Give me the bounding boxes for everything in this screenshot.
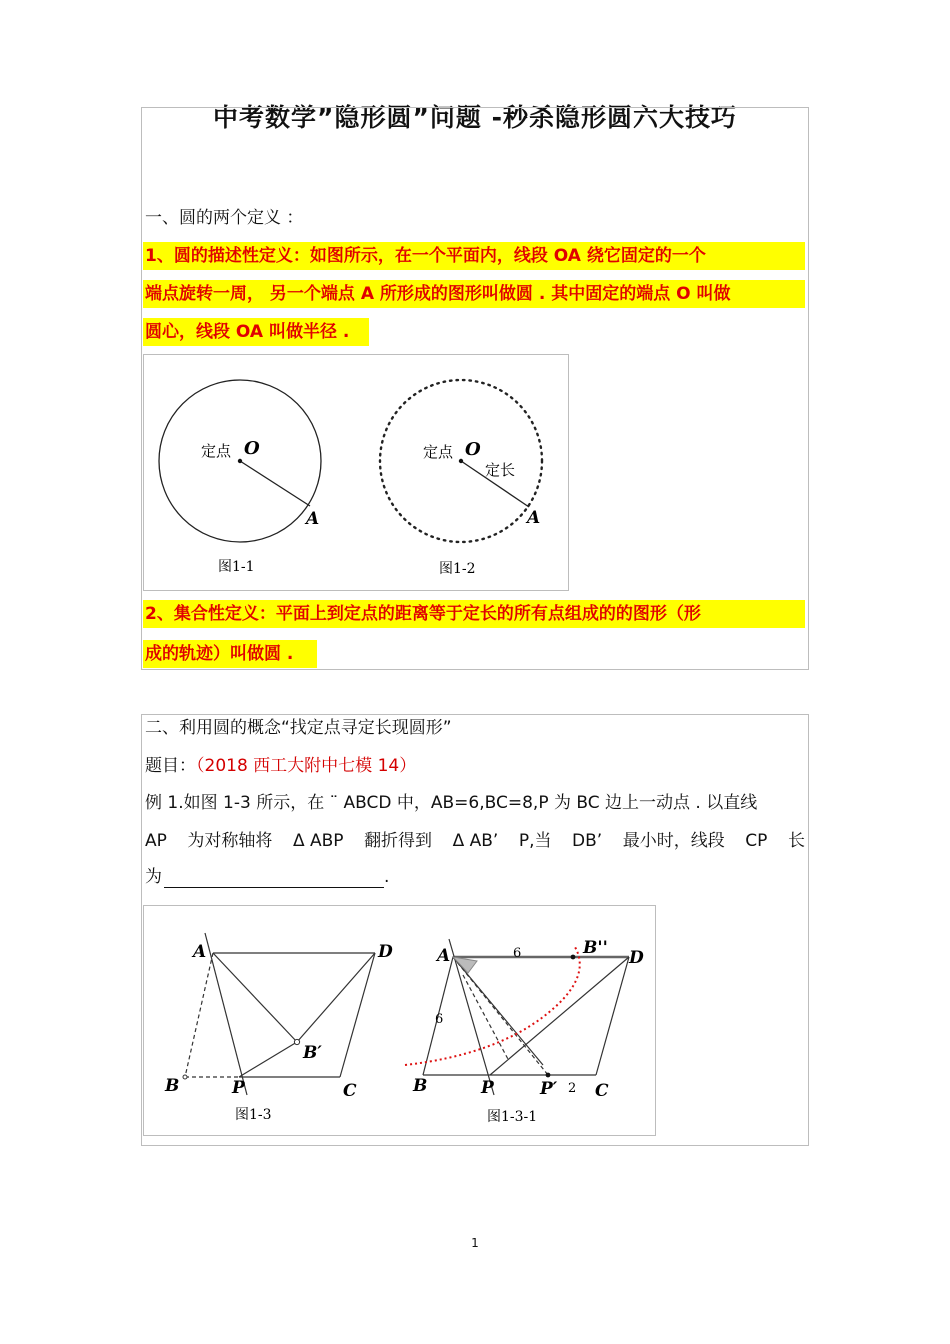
label-D: D bbox=[629, 948, 644, 968]
problem-line1: 例 1.如图 1-3 所示，在 ¨ ABCD 中，AB=6,BC=8,P 为 BC 边上一动点 . 以直线 bbox=[145, 793, 758, 813]
page-number: 1 bbox=[471, 1236, 479, 1250]
answer-blank bbox=[164, 871, 384, 888]
page-title: 中考数学”隐形圆”问题 -秒杀隐形圆六大技巧 bbox=[213, 103, 737, 132]
label-P: P bbox=[481, 1078, 494, 1098]
label-C: C bbox=[343, 1081, 357, 1101]
length-top: 6 bbox=[513, 946, 522, 961]
label-A: A bbox=[306, 509, 320, 529]
section2-heading: 二、利用圆的概念“找定点寻定长现圆形” bbox=[145, 718, 452, 738]
label-D: D bbox=[378, 942, 393, 962]
label-P: P bbox=[232, 1078, 245, 1098]
definition1-line2: 端点旋转一周， 另一个端点 A 所形成的图形叫做圆 . 其中固定的端点 O 叫做 bbox=[145, 284, 731, 304]
label-A: A bbox=[437, 946, 451, 966]
label-B-prime: B′ bbox=[303, 1043, 322, 1063]
caption-fig1-3: 图1-3 bbox=[235, 1107, 272, 1123]
parallelogram-figure bbox=[143, 905, 656, 1136]
length-bottom: 2 bbox=[568, 1081, 577, 1096]
word: 为对称轴将 bbox=[187, 831, 273, 851]
word: DB’ bbox=[572, 831, 603, 851]
label-A: A bbox=[193, 942, 207, 962]
source-line bbox=[145, 755, 416, 777]
source-label: 题目： bbox=[145, 756, 196, 776]
word: P,当 bbox=[518, 831, 552, 851]
label-fixed-point: 定点 bbox=[423, 443, 454, 461]
caption-fig1-3-1: 图1-3-1 bbox=[487, 1109, 538, 1125]
label-P-prime: P′ bbox=[540, 1079, 558, 1099]
word: CP bbox=[745, 831, 768, 851]
label-fixed-length: 定长 bbox=[485, 461, 516, 479]
label-O: O bbox=[465, 439, 481, 460]
definition2-line1: 2、集合性定义：平面上到定点的距离等于定长的所有点组成的的图形（形 bbox=[145, 604, 701, 624]
caption-fig1-1: 图1-1 bbox=[218, 559, 255, 575]
label-B: B bbox=[165, 1076, 180, 1096]
problem-line2 bbox=[145, 830, 805, 852]
point-B-double-prime bbox=[571, 955, 576, 960]
point-B bbox=[183, 1075, 187, 1079]
section1-heading: 一、圆的两个定义 ： bbox=[145, 208, 304, 228]
word: AP bbox=[145, 831, 167, 851]
definition1-line3: 圆心，线段 OA 叫做半径 . bbox=[145, 322, 350, 342]
length-left: 6 bbox=[435, 1012, 444, 1027]
caption-fig1-2: 图1-2 bbox=[439, 561, 476, 577]
point-B-prime bbox=[294, 1039, 299, 1044]
label-O: O bbox=[244, 438, 260, 459]
problem-line3: 为 . bbox=[145, 867, 390, 887]
figure-frame bbox=[144, 906, 656, 1136]
center-point bbox=[238, 459, 242, 463]
label-B-double-prime: B'' bbox=[583, 938, 608, 958]
label-C: C bbox=[595, 1081, 609, 1101]
definition2-line2: 成的轨迹）叫做圆 . bbox=[145, 644, 294, 664]
source-text: （2018 西工大附中七模 14） bbox=[196, 756, 417, 776]
word: 最小时，线段 bbox=[622, 831, 725, 851]
label-fixed-point: 定点 bbox=[201, 442, 232, 460]
word: 翻折得到 bbox=[364, 831, 433, 851]
point-P-prime bbox=[546, 1073, 551, 1078]
definition1-line1: 1、圆的描述性定义：如图所示，在一个平面内，线段 OA 绕它固定的一个 bbox=[145, 246, 706, 266]
word: Δ ABP bbox=[292, 831, 344, 851]
label-A: A bbox=[527, 508, 541, 528]
word: 长 bbox=[787, 831, 805, 851]
label-B: B bbox=[413, 1076, 428, 1096]
center-point bbox=[459, 459, 463, 463]
circle-definition-figure bbox=[143, 354, 569, 591]
word: Δ AB’ bbox=[452, 831, 499, 851]
